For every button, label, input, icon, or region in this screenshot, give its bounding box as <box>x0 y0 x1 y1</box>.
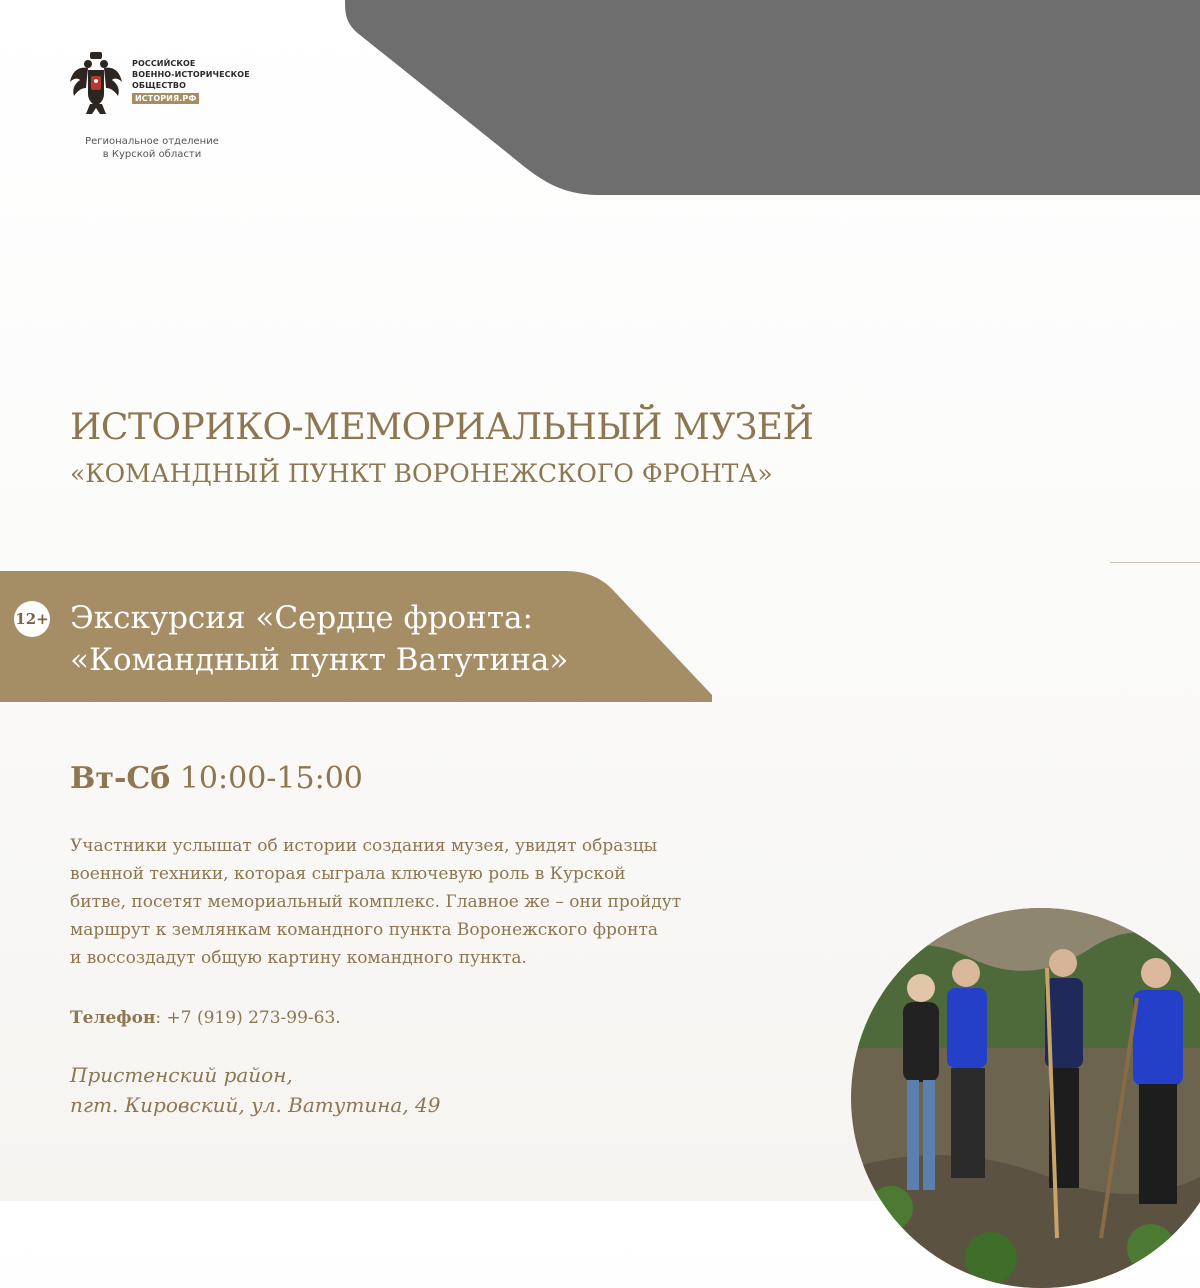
title-line1: ИСТОРИКО-МЕМОРИАЛЬНЫЙ МУЗЕЙ <box>70 407 814 448</box>
decorative-line <box>1110 562 1200 563</box>
description <box>70 832 790 972</box>
schedule-days: Вт-Сб <box>70 761 171 796</box>
description-line: битве, посетят мемориальный комплекс. Главное же – они пройдут <box>70 892 682 912</box>
phone-info <box>70 1004 341 1032</box>
volunteers-photo <box>851 908 1200 1288</box>
title-line2: «КОМАНДНЫЙ ПУНКТ ВОРОНЕЖСКОГО ФРОНТА» <box>70 459 773 488</box>
address-line2: пгт. Кировский, ул. Ватутина, 49 <box>70 1093 441 1117</box>
org-name-line3: ОБЩЕСТВО <box>132 81 186 90</box>
description-line: и воссоздадут общую картину командного пункта. <box>70 948 527 968</box>
region-line2: в Курской области <box>102 149 202 160</box>
phone-number: : +7 (919) 273-99-63. <box>155 1008 341 1028</box>
schedule-hours: 10:00-15:00 <box>179 761 363 796</box>
age-rating-badge: 12+ <box>14 601 50 637</box>
org-name-line2: ВОЕННО-ИСТОРИЧЕСКОЕ <box>132 70 250 79</box>
excursion-title <box>70 597 568 681</box>
org-tag: ИСТОРИЯ.РФ <box>132 93 199 104</box>
description-line: Участники услышат об истории создания музея, увидят образцы <box>70 836 658 856</box>
region-line1: Региональное отделение <box>85 136 219 147</box>
museum-title <box>70 401 813 489</box>
excursion-title-line1: Экскурсия «Сердце фронта: <box>70 600 533 636</box>
address <box>70 1060 440 1120</box>
description-line: маршрут к землянкам командного пункта Воронежского фронта <box>70 920 659 940</box>
description-line: военной техники, которая сыграла ключевую роль в Курской <box>70 864 626 884</box>
region-caption <box>70 135 234 161</box>
org-name-line1: РОССИЙСКОЕ <box>132 59 196 68</box>
schedule <box>70 759 363 799</box>
double-headed-eagle-icon <box>68 50 124 116</box>
address-line1: Пристенский район, <box>70 1063 293 1087</box>
excursion-title-line2: «Командный пункт Ватутина» <box>70 642 569 678</box>
phone-label: Телефон <box>70 1008 156 1028</box>
